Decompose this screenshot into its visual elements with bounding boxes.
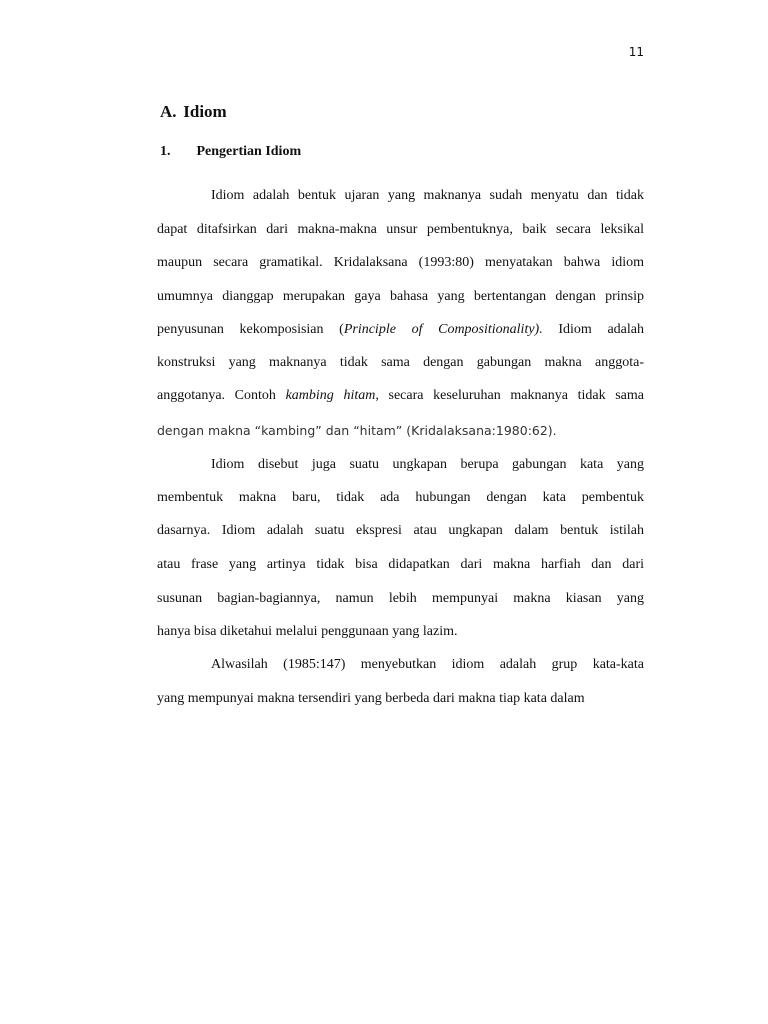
italic-term: Principle of Compositionality).	[343, 322, 543, 337]
paragraph-line: umumnya dianggap merupakan gaya bahasa yang bertentangan dengan prinsip	[157, 289, 644, 304]
subsection-heading	[160, 144, 301, 160]
section-title: Idiom	[183, 102, 227, 121]
paragraph-line: yang mempunyai makna tersendiri yang berbeda dari makna tiap kata dalam	[157, 691, 585, 706]
line-text: penyusunan kekomposisian (	[157, 322, 344, 337]
paragraph-line: konstruksi yang maknanya tidak sama dengan gabungan makna anggota-	[157, 355, 644, 370]
paragraph-line	[157, 387, 644, 405]
paragraph-line: dengan makna “kambing” dan “hitam” (Kridalaksana:1980:62).	[157, 423, 557, 438]
paragraph-line: atau frase yang artinya tidak bisa didapatkan dari makna harfiah dan dari	[157, 557, 644, 572]
line-text: , secara keseluruhan maknanya tidak sama	[375, 388, 645, 403]
subsection-title: Pengertian Idiom	[196, 144, 302, 159]
subsection-number: 1.	[160, 144, 171, 159]
line-text: Idiom adalah	[542, 322, 644, 337]
line-text: anggotanya. Contoh	[157, 388, 286, 403]
page-number: 11	[628, 45, 644, 59]
paragraph-line: dasarnya. Idiom adalah suatu ekspresi atau ungkapan dalam bentuk istilah	[157, 523, 644, 538]
paragraph-line: maupun secara gramatikal. Kridalaksana (1993:80) menyatakan bahwa idiom	[157, 255, 644, 270]
paragraph-line: dapat ditafsirkan dari makna-makna unsur pembentuknya, baik secara leksikal	[157, 222, 644, 237]
section-number: A.	[160, 102, 177, 121]
paragraph-line: susunan bagian-bagiannya, namun lebih mempunyai makna kiasan yang	[157, 591, 644, 606]
italic-term: kambing hitam	[285, 388, 376, 403]
paragraph-line: membentuk makna baru, tidak ada hubungan dengan kata pembentuk	[157, 490, 644, 505]
paragraph-line: hanya bisa diketahui melalui penggunaan yang lazim.	[157, 624, 458, 639]
paragraph-line: Idiom disebut juga suatu ungkapan berupa gabungan kata yang	[211, 457, 644, 472]
paragraph-line: Alwasilah (1985:147) menyebutkan idiom adalah grup kata-kata	[211, 657, 644, 672]
section-heading	[160, 102, 227, 122]
paragraph-line	[157, 321, 644, 339]
paragraph-line: Idiom adalah bentuk ujaran yang maknanya sudah menyatu dan tidak	[211, 188, 644, 203]
